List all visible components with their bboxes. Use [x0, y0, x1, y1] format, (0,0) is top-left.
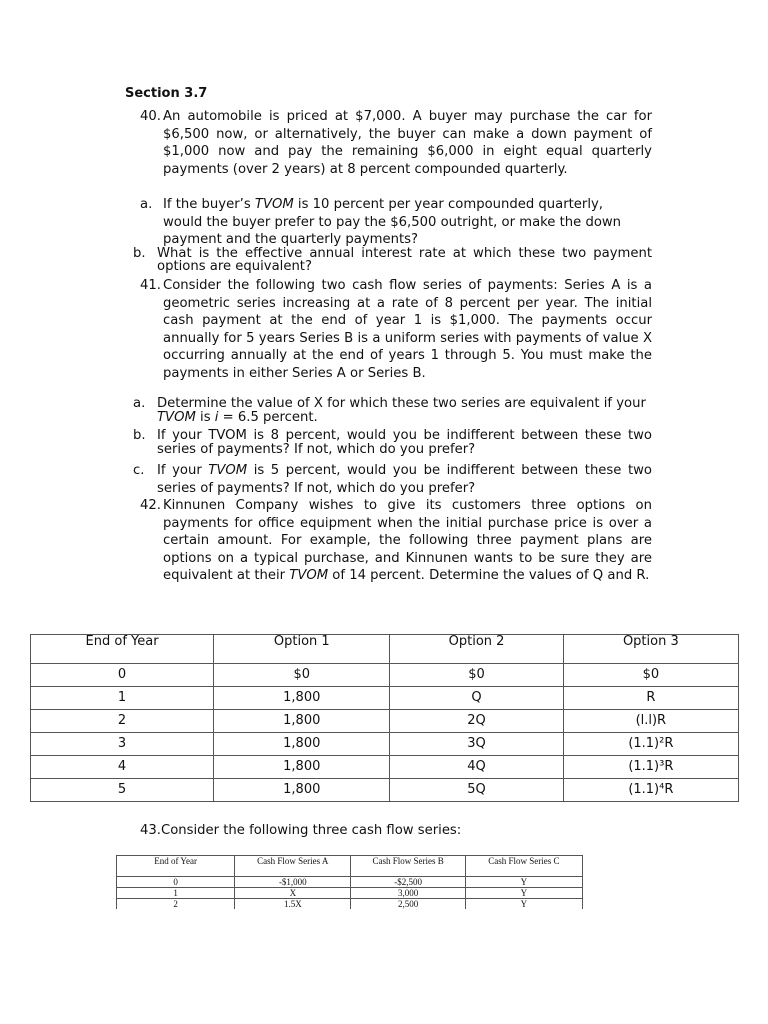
table-row: [31, 756, 739, 779]
q41a-em2: i: [214, 410, 219, 425]
table-header-cell: Cash Flow Series B: [351, 856, 465, 877]
q41a-post: = 6.5 percent.: [218, 410, 318, 425]
table-cell: Y: [465, 877, 582, 888]
table-header-cell: Option 3: [563, 635, 738, 664]
table-cell: 1,800: [214, 756, 390, 779]
question-41c: [133, 462, 652, 497]
table-cell: 1: [31, 687, 214, 710]
question-41a: [133, 397, 652, 425]
question-40: [140, 108, 652, 178]
table-row: [117, 877, 583, 888]
question-43: [140, 823, 461, 838]
q40a-post: is 10 percent per year compounded quarterly, would the buyer prefer to pay the $6,500 outright, or make the down payment and the quarterly payments?: [163, 197, 622, 248]
table-cell: 4: [31, 756, 214, 779]
table-cell: (1.1)³R: [563, 756, 738, 779]
cash-flow-series-table: [116, 855, 583, 909]
question-40b: [133, 247, 652, 273]
question-40a: [140, 196, 645, 249]
table-header-cell: Cash Flow Series A: [235, 856, 351, 877]
table-header-cell: Option 2: [390, 635, 563, 664]
table-cell: Y: [465, 899, 582, 910]
table-cell: 4Q: [390, 756, 563, 779]
table-row: [117, 888, 583, 899]
q41a-em: TVOM: [157, 410, 196, 425]
question-40b-label: b.: [133, 246, 146, 261]
q42-em: TVOM: [289, 568, 329, 584]
table-row: [117, 899, 583, 910]
table-cell: 3,000: [351, 888, 465, 899]
table-cell: (1.1)²R: [563, 733, 738, 756]
table-header-cell: Option 1: [214, 635, 390, 664]
table-row: [31, 687, 739, 710]
table-cell: 1.5X: [235, 899, 351, 910]
table-header-row: [117, 856, 583, 877]
table-row: [31, 664, 739, 687]
table-cell: Y: [465, 888, 582, 899]
question-41b-label: b.: [133, 428, 146, 443]
q40a-em: TVOM: [254, 197, 294, 212]
question-43-number: 43.: [140, 823, 161, 838]
table-cell: 1: [117, 888, 235, 899]
question-41c-label: c.: [133, 463, 145, 478]
q41a-mid: is: [195, 410, 215, 425]
question-43-text: Consider the following three cash flow series:: [160, 823, 462, 838]
q40a-pre: If the buyer’s: [163, 197, 255, 212]
table-cell: Q: [390, 687, 563, 710]
question-41-number: 41.: [140, 278, 161, 293]
table-cell: 5: [31, 779, 214, 802]
table-cell: 1,800: [214, 779, 390, 802]
table-row: [31, 733, 739, 756]
question-41a-label: a.: [133, 396, 146, 411]
table-cell: 3Q: [390, 733, 563, 756]
table-header-cell: End of Year: [31, 635, 214, 664]
q42-post: of 14 percent. Determine the values of Q and R.: [328, 568, 650, 584]
table-cell: X: [235, 888, 351, 899]
table-header-row: [31, 635, 739, 664]
q41c-pre: If your: [157, 463, 209, 478]
question-42: [140, 497, 652, 585]
table-row: [31, 779, 739, 802]
question-40a-label: a.: [140, 197, 153, 212]
table-cell: 1,800: [214, 710, 390, 733]
table-cell: (l.l)R: [563, 710, 738, 733]
table-header-cell: End of Year: [117, 856, 235, 877]
table-cell: 2Q: [390, 710, 563, 733]
table-cell: 2,500: [351, 899, 465, 910]
table-cell: $0: [390, 664, 563, 687]
table-cell: 3: [31, 733, 214, 756]
table-cell: 2: [31, 710, 214, 733]
table-cell: 1,800: [214, 687, 390, 710]
table-cell: -$2,500: [351, 877, 465, 888]
question-41: [140, 277, 652, 383]
q41c-post: is 5 percent, would you be indifferent between these two series of payments? If not, which do you prefer?: [157, 463, 652, 496]
question-41c-text: [157, 462, 652, 497]
table-cell: R: [563, 687, 738, 710]
question-42-number: 42.: [140, 498, 161, 513]
question-41-text: Consider the following two cash flow series of payments: Series A is a geometric series increasing at a rate of 8 percent per year. The initial cash payment at the end of year 1 is $1,000. The payments occur annually for 5 years Series B is a uniform series with payments of value X occurring annually at the end of years 1 through 5. You must make the payments in either Series A or Series B.: [163, 278, 652, 381]
q41c-em: TVOM: [208, 463, 248, 478]
question-40-text: An automobile is priced at $7,000. A buyer may purchase the car for $6,500 now, or alternatively, the buyer can make a down payment of $1,000 now and pay the remaining $6,000 in eight equal quarterly payments (over 2 years) at 8 percent compounded quarterly.: [163, 109, 652, 177]
table-cell: $0: [214, 664, 390, 687]
question-41b: [133, 429, 652, 457]
table-cell: 1,800: [214, 733, 390, 756]
table-row: [31, 710, 739, 733]
q41a-pre: Determine the value of X for which these two series are equivalent if your: [157, 396, 646, 411]
table-header-cell: Cash Flow Series C: [465, 856, 582, 877]
q42-pre: Kinnunen Company wishes to give its customers three options on payments for office equipment when the initial purchase price is over a certain amount. For example, the following three payment plans are options on a typical purchase, and Kinnunen wants to be sure they are equivalent at their: [163, 498, 652, 584]
table-cell: 0: [117, 877, 235, 888]
question-40b-text: What is the effective annual interest rate at which these two payment options are equivalent?: [157, 246, 652, 274]
question-41a-text: [157, 397, 652, 425]
table-cell: -$1,000: [235, 877, 351, 888]
table-cell: 5Q: [390, 779, 563, 802]
question-40a-text: [163, 196, 645, 249]
table-cell: 0: [31, 664, 214, 687]
question-41b-text: If your TVOM is 8 percent, would you be indifferent between these two series of payments? If not, which do you prefer?: [157, 428, 652, 457]
table-cell: 2: [117, 899, 235, 910]
payment-options-table: [30, 634, 739, 802]
table-cell: (1.1)⁴R: [563, 779, 738, 802]
question-42-text: [163, 497, 652, 585]
question-40-number: 40.: [140, 109, 161, 124]
table-cell: $0: [563, 664, 738, 687]
section-title: Section 3.7: [125, 86, 208, 101]
